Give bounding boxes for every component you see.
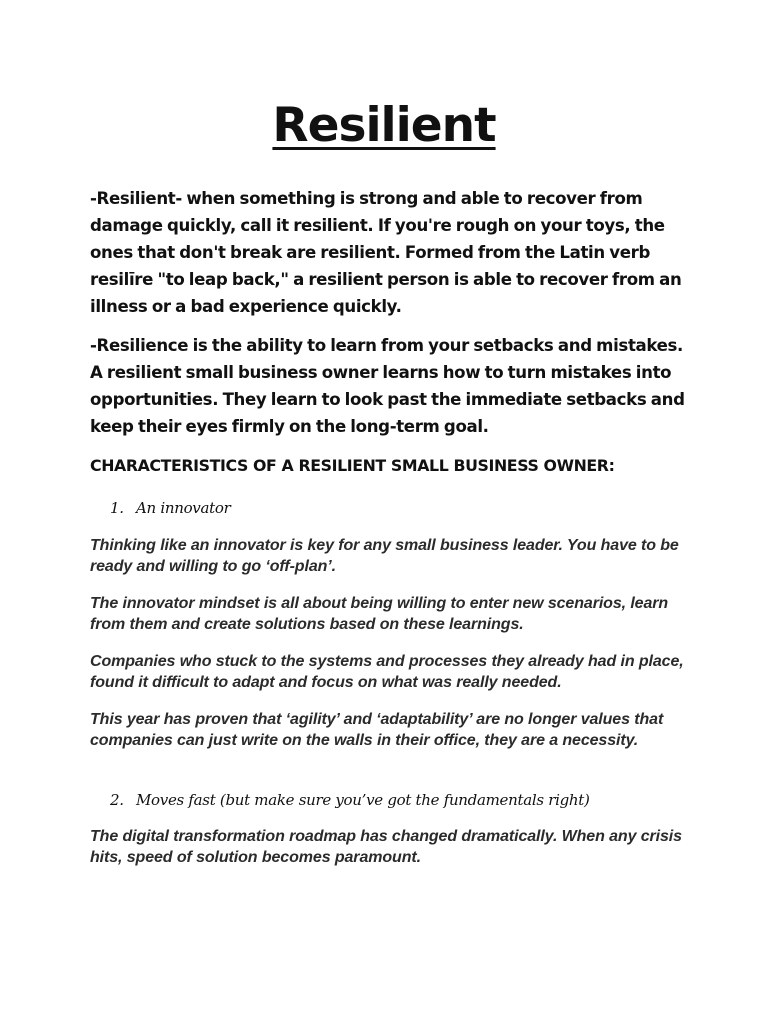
list-item-moves-fast xyxy=(110,790,590,810)
page-title: Resilient xyxy=(272,98,496,153)
resilience-paragraph: -Resilience is the ability to learn from your setbacks and mistakes. A resilient small business owner learns how to turn mistakes into opportunities. They learn to look past the immediate setbacks and keep their eyes firmly on the long-term goal. xyxy=(90,336,685,436)
body-paragraph: The digital transformation roadmap has changed dramatically. When any crisis hits, speed of solution becomes paramount. xyxy=(90,828,682,866)
characteristics-heading: CHARACTERISTICS OF A RESILIENT SMALL BUSINESS OWNER: xyxy=(90,456,615,475)
body-paragraph: Companies who stuck to the systems and processes they already had in place, found it difficult to adapt and focus on what was really needed. xyxy=(90,653,684,691)
body-paragraph: Thinking like an innovator is key for any small business leader. You have to be ready and willing to go ‘off-plan’. xyxy=(90,537,679,575)
body-paragraph: The innovator mindset is all about being willing to enter new scenarios, learn from them and create solutions based on these learnings. xyxy=(90,595,669,633)
list-number: 2. xyxy=(110,791,124,809)
list-item-innovator xyxy=(110,498,230,518)
list-item-label: Moves fast (but make sure you’ve got the fundamentals right) xyxy=(136,791,590,809)
definition-paragraph: -Resilient- when something is strong and able to recover from damage quickly, call it resilient. If you're rough on your toys, the ones that don't break are resilient. Formed from the Latin verb resilīre "to leap back," a resilient person is able to recover from an illness or a bad experience quickly. xyxy=(90,189,682,316)
list-item-label: An innovator xyxy=(136,499,231,517)
body-paragraph: This year has proven that ‘agility’ and ‘adaptability’ are no longer values that companies can just write on the walls in their office, they are a necessity. xyxy=(90,711,664,749)
list-number: 1. xyxy=(110,499,124,517)
